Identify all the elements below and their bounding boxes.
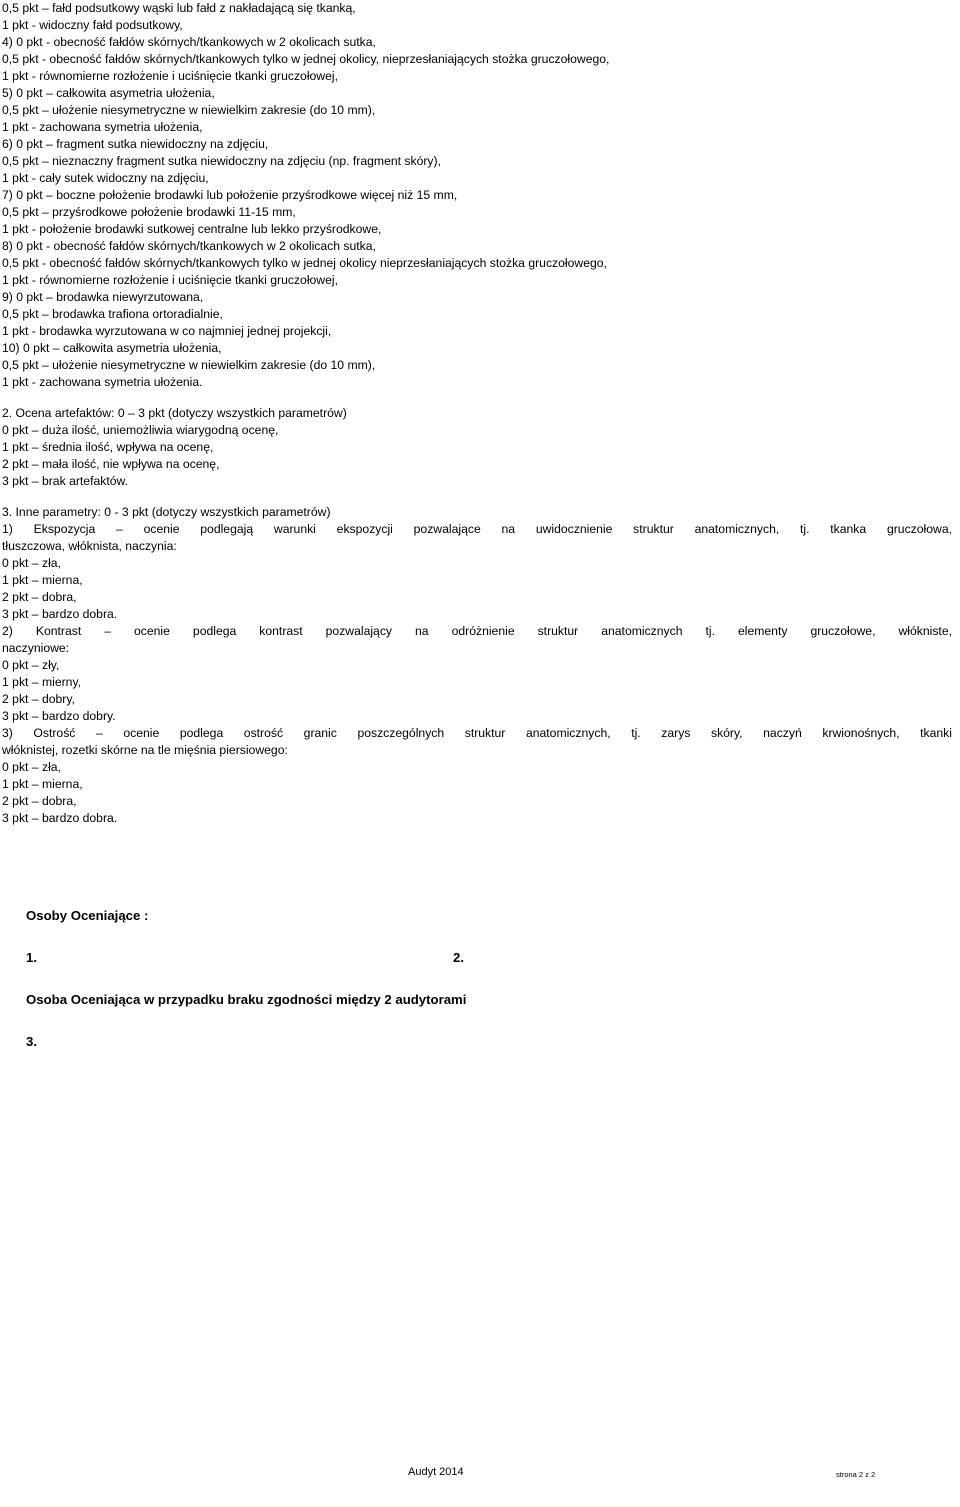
section-heading: 3. Inne parametry: 0 - 3 pkt (dotyczy wszystkich parametrów) xyxy=(2,505,331,519)
footer-page-number: strona 2 z 2 xyxy=(836,1470,876,1479)
text-line: 3) Ostrość – ocenie podlega ostrość granic poszczególnych struktur anatomicznych, tj. zarys skóry, naczyń krwionośnych, tkanki xyxy=(2,726,952,740)
text-line: naczyniowe: xyxy=(2,641,70,655)
text-line: 2 pkt – dobra, xyxy=(2,794,77,808)
text-line: 1 pkt - zachowana symetria ułożenia. xyxy=(2,375,203,389)
text-line: 2 pkt – dobry, xyxy=(2,692,75,706)
text-line: 3 pkt – bardzo dobra. xyxy=(2,811,118,825)
text-line: 1 pkt – mierny, xyxy=(2,675,82,689)
text-line: 9) 0 pkt – brodawka niewyrzutowana, xyxy=(2,290,204,304)
text-line: 2 pkt – dobra, xyxy=(2,590,77,604)
text-line: 3 pkt – brak artefaktów. xyxy=(2,474,129,488)
text-line: 0,5 pkt – brodawka trafiona ortoradialnie, xyxy=(2,307,223,321)
text-line: 1 pkt - równomierne rozłożenie i uciśnięcie tkanki gruczołowej, xyxy=(2,69,338,83)
paragraph-contrast xyxy=(2,623,952,657)
text-line: 8) 0 pkt - obecność fałdów skórnych/tkankowych w 2 okolicach sutka, xyxy=(2,239,376,253)
text-line: 1 pkt - widoczny fałd podsutkowy, xyxy=(2,18,183,32)
text-line: 10) 0 pkt – całkowita asymetria ułożenia, xyxy=(2,341,222,355)
text-line: 0,5 pkt – przyśrodkowe położenie brodawki 11-15 mm, xyxy=(2,205,296,219)
text-line: tłuszczowa, włóknista, naczynia: xyxy=(2,539,177,553)
text-line: 1 pkt - położenie brodawki sutkowej centralne lub lekko przyśrodkowe, xyxy=(2,222,382,236)
text-line: 0,5 pkt – fałd podsutkowy wąski lub fałd z nakładającą się tkanką, xyxy=(2,1,356,15)
text-line: 0,5 pkt – ułożenie niesymetryczne w niewielkim zakresie (do 10 mm), xyxy=(2,358,376,372)
text-line: 1 pkt - cały sutek widoczny na zdjęciu, xyxy=(2,171,209,185)
text-line: 0,5 pkt – ułożenie niesymetryczne w niewielkim zakresie (do 10 mm), xyxy=(2,103,376,117)
footer-title: Audyt 2014 xyxy=(408,1466,464,1478)
text-line: 4) 0 pkt - obecność fałdów skórnych/tkankowych w 2 okolicach sutka, xyxy=(2,35,376,49)
text-line: 3 pkt – bardzo dobra. xyxy=(2,607,118,621)
assessor-number-2: 2. xyxy=(453,950,464,965)
text-line: 1 pkt – mierna, xyxy=(2,777,83,791)
text-line: 2) Kontrast – ocenie podlega kontrast pozwalający na odróżnienie struktur anatomicznych tj. elementy gruczołowe, włókniste, xyxy=(2,624,952,638)
text-line: 7) 0 pkt – boczne położenie brodawki lub położenie przyśrodkowe więcej niż 15 mm, xyxy=(2,188,458,202)
text-line: 0 pkt – zły, xyxy=(2,658,60,672)
text-line: 0,5 pkt - obecność fałdów skórnych/tkankowych tylko w jednej okolicy, nieprzesłaniających stożka gruczołowego, xyxy=(2,52,610,66)
text-line: 0 pkt – duża ilość, uniemożliwia wiarygodną ocenę, xyxy=(2,423,279,437)
text-line: 6) 0 pkt – fragment sutka niewidoczny na zdjęciu, xyxy=(2,137,269,151)
text-line: 5) 0 pkt – całkowita asymetria ułożenia, xyxy=(2,86,215,100)
text-line: włóknistej, rozetki skórne na tle mięśnia piersiowego: xyxy=(2,743,288,757)
text-line: 1 pkt – mierna, xyxy=(2,573,83,587)
section-heading: 2. Ocena artefaktów: 0 – 3 pkt (dotyczy wszystkich parametrów) xyxy=(2,406,347,420)
paragraph-sharpness xyxy=(2,725,952,759)
text-line: 1 pkt - brodawka wyrzutowana w co najmniej jednej projekcji, xyxy=(2,324,332,338)
text-line: 0,5 pkt – nieznaczny fragment sutka niewidoczny na zdjęciu (np. fragment skóry), xyxy=(2,154,441,168)
text-line: 0 pkt – zła, xyxy=(2,556,61,570)
assessor-number-3: 3. xyxy=(26,1034,37,1049)
text-line: 1 pkt - zachowana symetria ułożenia, xyxy=(2,120,203,134)
assessors-label: Osoby Oceniające : xyxy=(26,908,149,923)
text-line: 3 pkt – bardzo dobry. xyxy=(2,709,116,723)
text-line: 1 pkt - równomierne rozłożenie i uciśnięcie tkanki gruczołowej, xyxy=(2,273,338,287)
text-line: 1) Ekspozycja – ocenie podlegają warunki ekspozycji pozwalające na uwidocznienie struktur anatomicznych, tj. tkanka gruczołowa, xyxy=(2,522,952,536)
text-line: 1 pkt – średnia ilość, wpływa na ocenę, xyxy=(2,440,214,454)
paragraph-exposure xyxy=(2,521,952,555)
text-line: 0,5 pkt - obecność fałdów skórnych/tkankowych tylko w jednej okolicy nieprzesłaniających stożka gruczołowego, xyxy=(2,256,607,270)
assessor-number-1: 1. xyxy=(26,950,37,965)
disagreement-label: Osoba Oceniająca w przypadku braku zgodności między 2 audytorami xyxy=(26,992,467,1007)
text-line: 0 pkt – zła, xyxy=(2,760,61,774)
text-line: 2 pkt – mała ilość, nie wpływa na ocenę, xyxy=(2,457,220,471)
